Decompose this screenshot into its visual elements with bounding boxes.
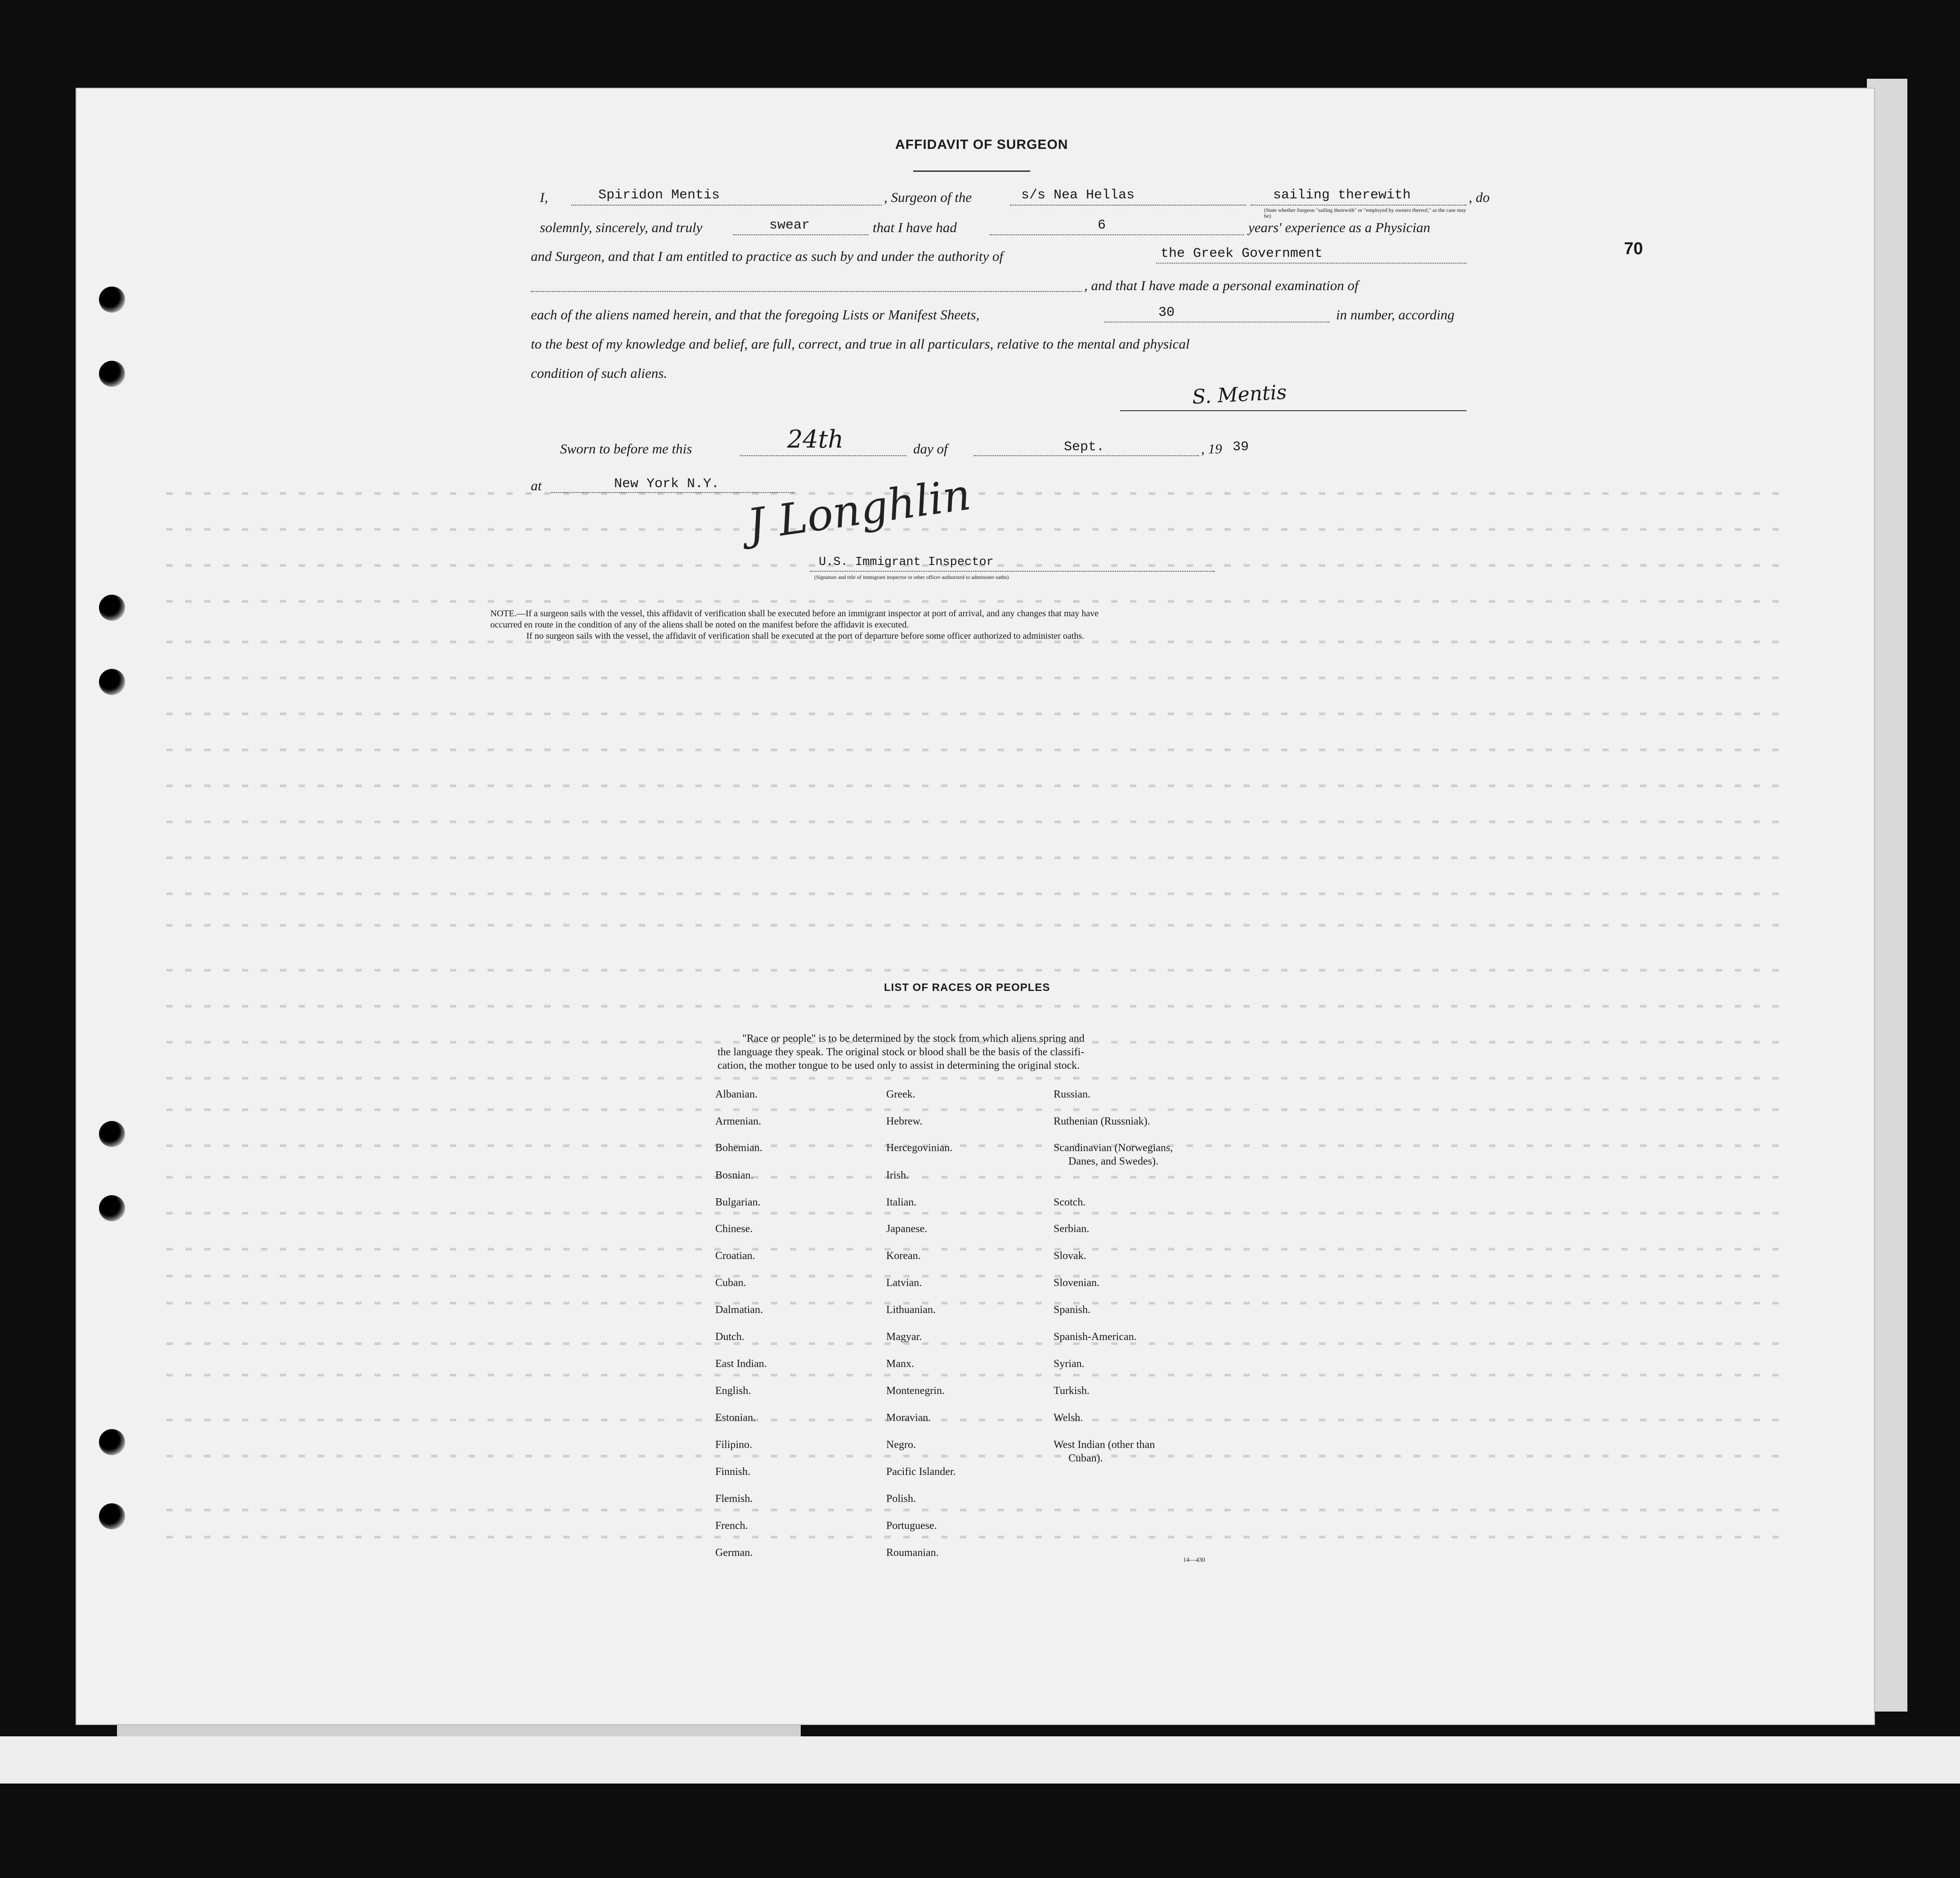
authority-line: [1156, 263, 1467, 264]
race-item: Syrian.: [1054, 1358, 1085, 1370]
inspector-signature-line: [810, 571, 1215, 572]
lower-sheet-strip: [0, 1736, 1960, 1784]
race-item: Italian.: [886, 1197, 917, 1208]
race-item: Serbian.: [1054, 1223, 1090, 1235]
race-item: Polish.: [886, 1493, 916, 1505]
inspector-hint: (Signature and title of immigrant inspector or other officer authorized to administer oaths): [814, 574, 1009, 580]
heading-rule: [913, 170, 1030, 172]
text-each-of: each of the aliens named herein, and that the foregoing Lists or Manifest Sheets,: [531, 307, 980, 323]
races-intro-2: the language they speak. The original stock or blood shall be the basis of the classifi-: [718, 1046, 1085, 1058]
race-item: Negro.: [886, 1439, 916, 1451]
race-item: German.: [715, 1547, 753, 1559]
race-item: Pacific Islander.: [886, 1466, 956, 1478]
surgeon-signature-line: [1120, 410, 1467, 411]
race-item: Manx.: [886, 1358, 914, 1370]
races-intro-1: "Race or people" is to be determined by the stock from which aliens spring and: [742, 1033, 1085, 1044]
note-line-1: NOTE.—If a surgeon sails with the vessel, this affidavit of verification shall be executed before an immigrant inspector at port of arrival, and any changes that may have: [490, 609, 1099, 619]
race-item: Cuban).: [1068, 1452, 1103, 1464]
race-item: Welsh.: [1054, 1412, 1083, 1424]
text-19: , 19: [1201, 441, 1222, 457]
surgeon-name-line: [571, 205, 882, 206]
race-item: Spanish.: [1054, 1304, 1091, 1316]
inspector-signature: J Longhlin: [744, 469, 974, 551]
race-item: Estonian.: [715, 1412, 756, 1424]
affidavit-heading: AFFIDAVIT OF SURGEON: [895, 137, 1068, 152]
race-item: Ruthenian (Russniak).: [1054, 1116, 1150, 1127]
race-item: Slovenian.: [1054, 1277, 1099, 1289]
sworn-month-line: [974, 455, 1199, 456]
races-intro-3: cation, the mother tongue to be used only to assist in determining the original stock.: [718, 1060, 1080, 1071]
race-item: Moravian.: [886, 1412, 931, 1424]
race-item: Croatian.: [715, 1250, 755, 1262]
race-item: Japanese.: [886, 1223, 928, 1235]
race-item: French.: [715, 1520, 748, 1532]
text-and-surgeon: and Surgeon, and that I am entitled to practice as such by and under the authority of: [531, 248, 1004, 264]
oath-line: [733, 234, 868, 235]
surgeon-status: sailing therewith: [1273, 188, 1411, 203]
note-line-3: If no surgeon sails with the vessel, the affidavit of verification shall be executed at the port of departure before some officer authorized to administer oaths.: [526, 631, 1085, 641]
bleed-through-texture: [76, 89, 1875, 1725]
race-item: Spanish-American.: [1054, 1331, 1137, 1343]
race-item: Filipino.: [715, 1439, 753, 1451]
race-item: Bosnian.: [715, 1170, 754, 1181]
race-item: Albanian.: [715, 1089, 758, 1100]
race-item: Danes, and Swedes).: [1068, 1156, 1158, 1167]
inspector-title: U.S. Immigrant Inspector: [819, 556, 994, 569]
race-item: Greek.: [886, 1089, 915, 1100]
race-item: Bohemian.: [715, 1142, 762, 1154]
race-item: Russian.: [1054, 1089, 1091, 1100]
race-item: Korean.: [886, 1250, 921, 1262]
text-to-best: to the best of my knowledge and belief, are full, correct, and true in all particulars, relative to the mental and physical: [531, 336, 1190, 352]
races-heading: LIST OF RACES OR PEOPLES: [884, 982, 1050, 994]
race-item: Roumanian.: [886, 1547, 939, 1559]
text-day-of: day of: [913, 441, 948, 457]
text-and-that: , and that I have made a personal examination of: [1084, 278, 1359, 293]
race-item: Hercegovinian.: [886, 1142, 953, 1154]
race-item: Cuban.: [715, 1277, 746, 1289]
text-in-number: in number, according: [1336, 307, 1455, 323]
years-line: [990, 234, 1244, 235]
note-line-2: occurred en route in the condition of any of the aliens shall be noted on the manifest before the affidavit is executed.: [490, 620, 909, 630]
sheet-count-line: [1104, 322, 1329, 323]
status-hint: (State whether Surgeon "sailing therewith" or "employed by owners thereof," as the case may be): [1264, 207, 1467, 219]
race-item: English.: [715, 1385, 751, 1397]
text-that-had: that I have had: [873, 220, 957, 235]
manifest-page: [76, 88, 1875, 1725]
race-item: Scandinavian (Norwegians,: [1054, 1142, 1173, 1154]
race-item: West Indian (other than: [1054, 1439, 1155, 1451]
sheet-count: 30: [1158, 305, 1175, 320]
race-item: Armenian.: [715, 1116, 761, 1127]
vessel-line: [1010, 205, 1246, 206]
race-item: Dutch.: [715, 1331, 745, 1343]
race-item: Dalmatian.: [715, 1304, 763, 1316]
race-item: Finnish.: [715, 1466, 751, 1478]
race-item: Chinese.: [715, 1223, 753, 1235]
race-item: East Indian.: [715, 1358, 767, 1370]
status-line: [1251, 205, 1467, 206]
text-i: I,: [540, 189, 548, 205]
race-item: Scotch.: [1054, 1197, 1086, 1208]
text-years-exp: years' experience as a Physician: [1248, 220, 1431, 235]
vessel-name: s/s Nea Hellas: [1021, 188, 1135, 203]
authority-line-cont: [531, 291, 1082, 292]
race-item: Magyar.: [886, 1331, 922, 1343]
surgeon-signature: S. Mentis: [1191, 381, 1287, 409]
race-item: Flemish.: [715, 1493, 753, 1505]
text-at: at: [531, 478, 542, 493]
text-solemnly: solemnly, sincerely, and truly: [540, 220, 703, 235]
race-item: Lithuanian.: [886, 1304, 936, 1316]
race-item: Slovak.: [1054, 1250, 1086, 1262]
text-do: , do: [1469, 189, 1490, 205]
years-experience: 6: [1098, 218, 1106, 233]
surgeon-name: Spiridon Mentis: [598, 188, 720, 203]
sworn-day: 24th: [787, 425, 844, 453]
sworn-month: Sept.: [1064, 439, 1105, 455]
race-item: Montenegrin.: [886, 1385, 945, 1397]
race-item: Irish.: [886, 1170, 909, 1181]
sworn-place-line: [551, 492, 794, 493]
race-item: Bulgarian.: [715, 1197, 761, 1208]
form-number: 14—430: [1183, 1557, 1205, 1564]
sworn-year: 39: [1233, 439, 1249, 455]
race-item: Latvian.: [886, 1277, 922, 1289]
text-sworn: Sworn to before me this: [560, 441, 692, 457]
race-item: Hebrew.: [886, 1116, 923, 1127]
oath-word: swear: [769, 218, 810, 233]
page-number: 70: [1624, 239, 1643, 258]
text-surgeon-of: , Surgeon of the: [884, 189, 972, 205]
sworn-day-line: [740, 455, 906, 456]
race-item: Turkish.: [1054, 1385, 1090, 1397]
authority: the Greek Government: [1161, 246, 1323, 261]
sworn-place: New York N.Y.: [614, 476, 720, 492]
race-item: Portuguese.: [886, 1520, 937, 1532]
text-condition: condition of such aliens.: [531, 365, 668, 381]
